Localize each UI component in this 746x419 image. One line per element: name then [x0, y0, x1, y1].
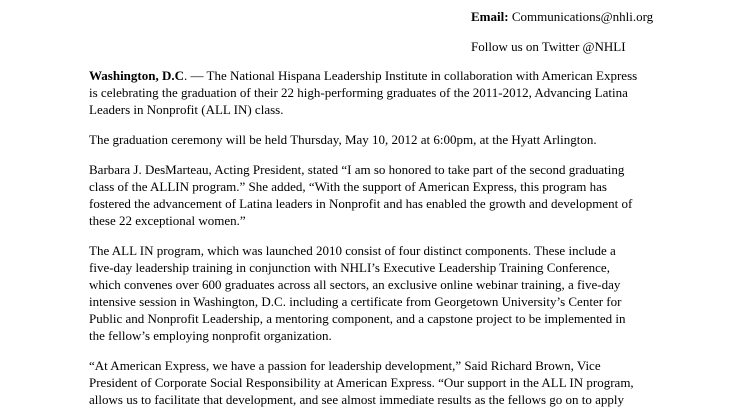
text-line: these 22 exceptional women.”	[89, 213, 246, 228]
paragraph-program	[89, 242, 669, 344]
text-line: which convenes over 600 graduates across all sectors, an exclusive online webinar training, a five-day	[89, 277, 621, 292]
text-line: “At American Express, we have a passion for leadership development,” Said Richard Brown, Vice	[89, 358, 601, 373]
press-release-body	[89, 67, 669, 419]
email-line	[471, 8, 741, 25]
text-line: the fellow’s employing nonprofit organization.	[89, 328, 332, 343]
text-line-segment: . — The National Hispana Leadership Institute in collaboration with American Express	[184, 68, 638, 83]
paragraph-ceremony	[89, 131, 669, 148]
paragraph-intro	[89, 67, 669, 118]
text-line: President of Corporate Social Responsibility at American Express. “Our support in the ALL IN program,	[89, 375, 634, 390]
text-line: is celebrating the graduation of their 22 high-performing graduates of the 2011-2012, Advancing Latina	[89, 85, 628, 100]
text-line: fostered the advancement of Latina leaders in Nonprofit and has enabled the growth and development of	[89, 196, 633, 211]
email-label: Email:	[471, 9, 509, 24]
text-line: The graduation ceremony will be held Thursday, May 10, 2012 at 6:00pm, at the Hyatt Arlington.	[89, 132, 597, 147]
text-line: Barbara J. DesMarteau, Acting President, stated “I am so honored to take part of the second graduating	[89, 162, 625, 177]
text-line: intensive session in Washington, D.C. including a certificate from Georgetown University’s Center for	[89, 294, 622, 309]
text-line: five-day leadership training in conjunction with NHLI’s Executive Leadership Training Conference,	[89, 260, 610, 275]
contact-block	[471, 8, 741, 55]
text-line: Public and Nonprofit Leadership, a mentoring component, and a capstone project to be implemented in	[89, 311, 626, 326]
dateline: Washington, D.C	[89, 68, 184, 83]
text-line: The ALL IN program, which was launched 2010 consist of four distinct components. These include a	[89, 243, 616, 258]
paragraph-quote-amex	[89, 357, 669, 408]
text-line	[89, 67, 669, 84]
twitter-line: Follow us on Twitter @NHLI	[471, 39, 626, 54]
text-line: class of the ALLIN program.” She added, “With the support of American Express, this program has	[89, 179, 607, 194]
email-address[interactable]: Communications@nhli.org	[511, 9, 654, 24]
paragraph-quote-president	[89, 161, 669, 229]
text-line: allows us to facilitate that development, and see almost immediate results as the fellows go on to apply	[89, 392, 625, 407]
text-line: Leaders in Nonprofit (ALL IN) class.	[89, 102, 284, 117]
